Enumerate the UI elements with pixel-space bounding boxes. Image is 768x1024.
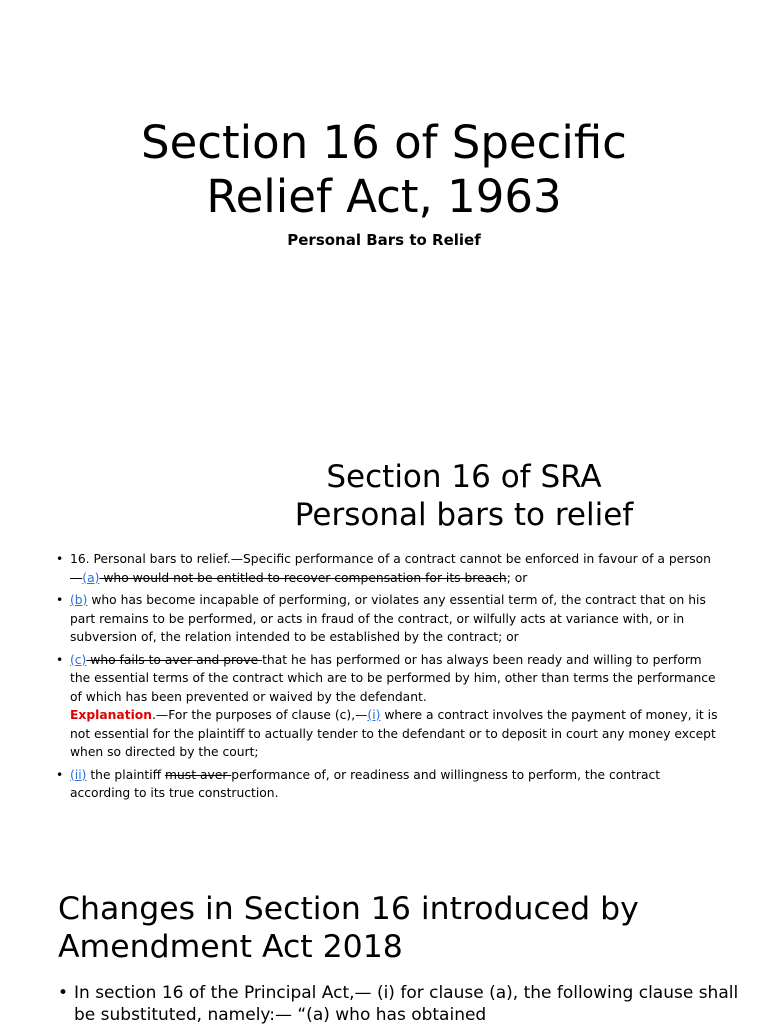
clause-link[interactable]: (i) [367,708,381,722]
struck-text: who fails to aver and prove [86,652,263,667]
item-text: that he has performed or has always been ready and willing to perform the essential terms of the contract which are to be performed by him, other than terms the performance of which has been prevented or waived by the defendant. [70,652,716,704]
list-item [56,651,720,762]
explanation-label: Explanation [70,708,152,722]
slide-title-line-2: Personal bars to relief [294,497,634,533]
list-item [56,550,720,587]
bullet-icon: • [56,552,64,566]
bullet-icon: • [56,593,64,607]
slide-title-line-1: Section 16 of SRA [326,459,602,495]
slide-title-line-1: Section 16 of Specific [141,116,627,169]
slide-title [0,116,768,224]
bullet-icon: • [56,767,64,782]
slide-title-line-2: Relief Act, 1963 [206,170,562,223]
struck-text: who would not be entitled to recover compensation for its breach [99,570,507,585]
clause-link[interactable]: (c) [70,652,87,667]
slide-title-line-1: Changes in Section 16 introduced by [58,891,639,927]
slide-subtitle: Personal Bars to Relief [287,231,481,249]
clause-link[interactable]: (b) [70,593,88,607]
item-text: where a contract involves the payment of money, it is not essential for the plaintiff to actually tender to the defendant or to deposit in court any money except when so directed by the court; [70,708,718,759]
clause-link[interactable]: (a) [82,570,100,585]
item-text: .—For the purposes of clause (c),— [152,708,368,722]
slide-title [58,890,748,966]
list-item [58,982,748,1024]
clause-link[interactable]: (ii) [70,767,87,782]
list-item [56,591,720,647]
item-text: 16. Personal bars to relief.—Specific performance of a contract cannot be enforced in favour of a person [70,552,711,566]
item-text: who has become incapable of performing, or violates any essential term of, the contract that on his part remains to be performed, or acts in fraud of the contract, or wilfully acts at variance with, or in subversion of, the relation intended to be established by the contract; or [70,593,706,644]
title-slide [0,0,768,432]
list-item [56,766,720,803]
section-16-slide [0,432,768,864]
slide-title-line-2: Amendment Act 2018 [58,929,403,965]
slide-title [210,458,718,534]
bullet-icon: • [58,983,69,1003]
struck-text: must aver [165,767,232,782]
bullet-list [56,550,720,807]
item-text: performance of, or readiness and willingness to perform, the contract according to its true construction. [70,767,661,800]
struck-text: — [70,570,83,585]
item-text: In section 16 of the Principal Act,— (i) for clause (a), the following clause shall be substituted, namely:— “(a) who has obtained [74,983,739,1024]
bullet-list [58,982,748,1024]
item-text: ; or [506,570,528,585]
item-text: the plaintiff [86,767,166,782]
bullet-icon: • [56,652,64,667]
amendment-slide [0,864,768,1024]
